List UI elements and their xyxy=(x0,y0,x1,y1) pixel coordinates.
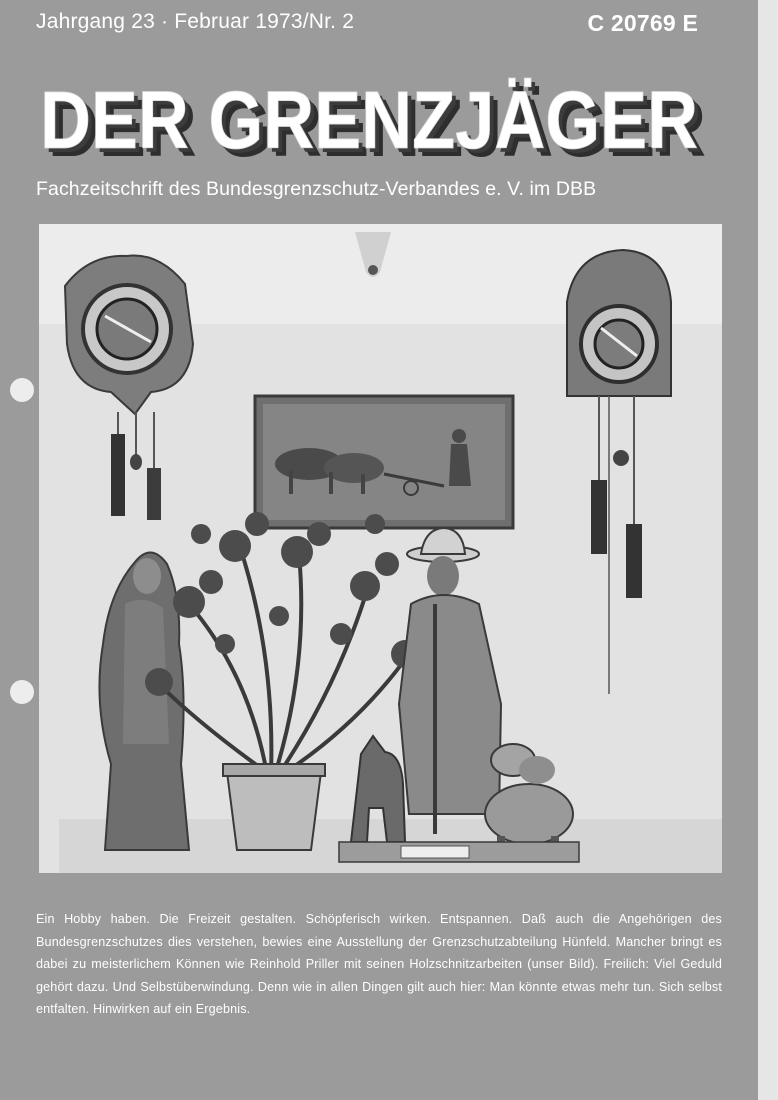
masthead xyxy=(28,66,718,166)
wood-relief-panel xyxy=(255,396,513,528)
page-edge xyxy=(758,0,778,1100)
catalog-code: C 20769 E xyxy=(587,10,698,36)
masthead-subtitle: Fachzeitschrift des Bundesgrenzschutz-Verbandes e. V. im DBB xyxy=(36,178,597,200)
cover-caption: Ein Hobby haben. Die Freizeit gestalten. Schöpferisch wirken. Entspannen. Daß auch die Angehörigen des Bundesgrenzschutzes dies verstehen, bewies eine Ausstellung der Grenzschutzabteilung Hünfeld. Mancher bringt es dabei zu meisterlichem Können wie Reinhold Priller mit seinen Holzschnitzarbeiten (unser Bild). Freilich: Viel Geduld gehört dazu. Und Selbstüberwindung. Denn wie in allen Dingen gilt auch hier: Man könnte etwas mehr tun. Sich selbst entfalten. Hinwirken auf ein Ergebnis. xyxy=(36,912,722,1017)
masthead-title-shadow: DER GRENZJÄGER xyxy=(48,83,706,166)
masthead-title: DER GRENZJÄGER xyxy=(40,75,698,166)
punch-hole xyxy=(10,680,34,704)
masthead-title-depth: DER GRENZJÄGER xyxy=(44,79,702,166)
punch-hole xyxy=(10,378,34,402)
issue-line: Jahrgang 23 · Februar 1973/Nr. 2 xyxy=(36,10,355,33)
masthead-title-graphic xyxy=(28,66,718,166)
cover-photo-illustration xyxy=(39,224,722,873)
cover-photo xyxy=(39,224,722,873)
